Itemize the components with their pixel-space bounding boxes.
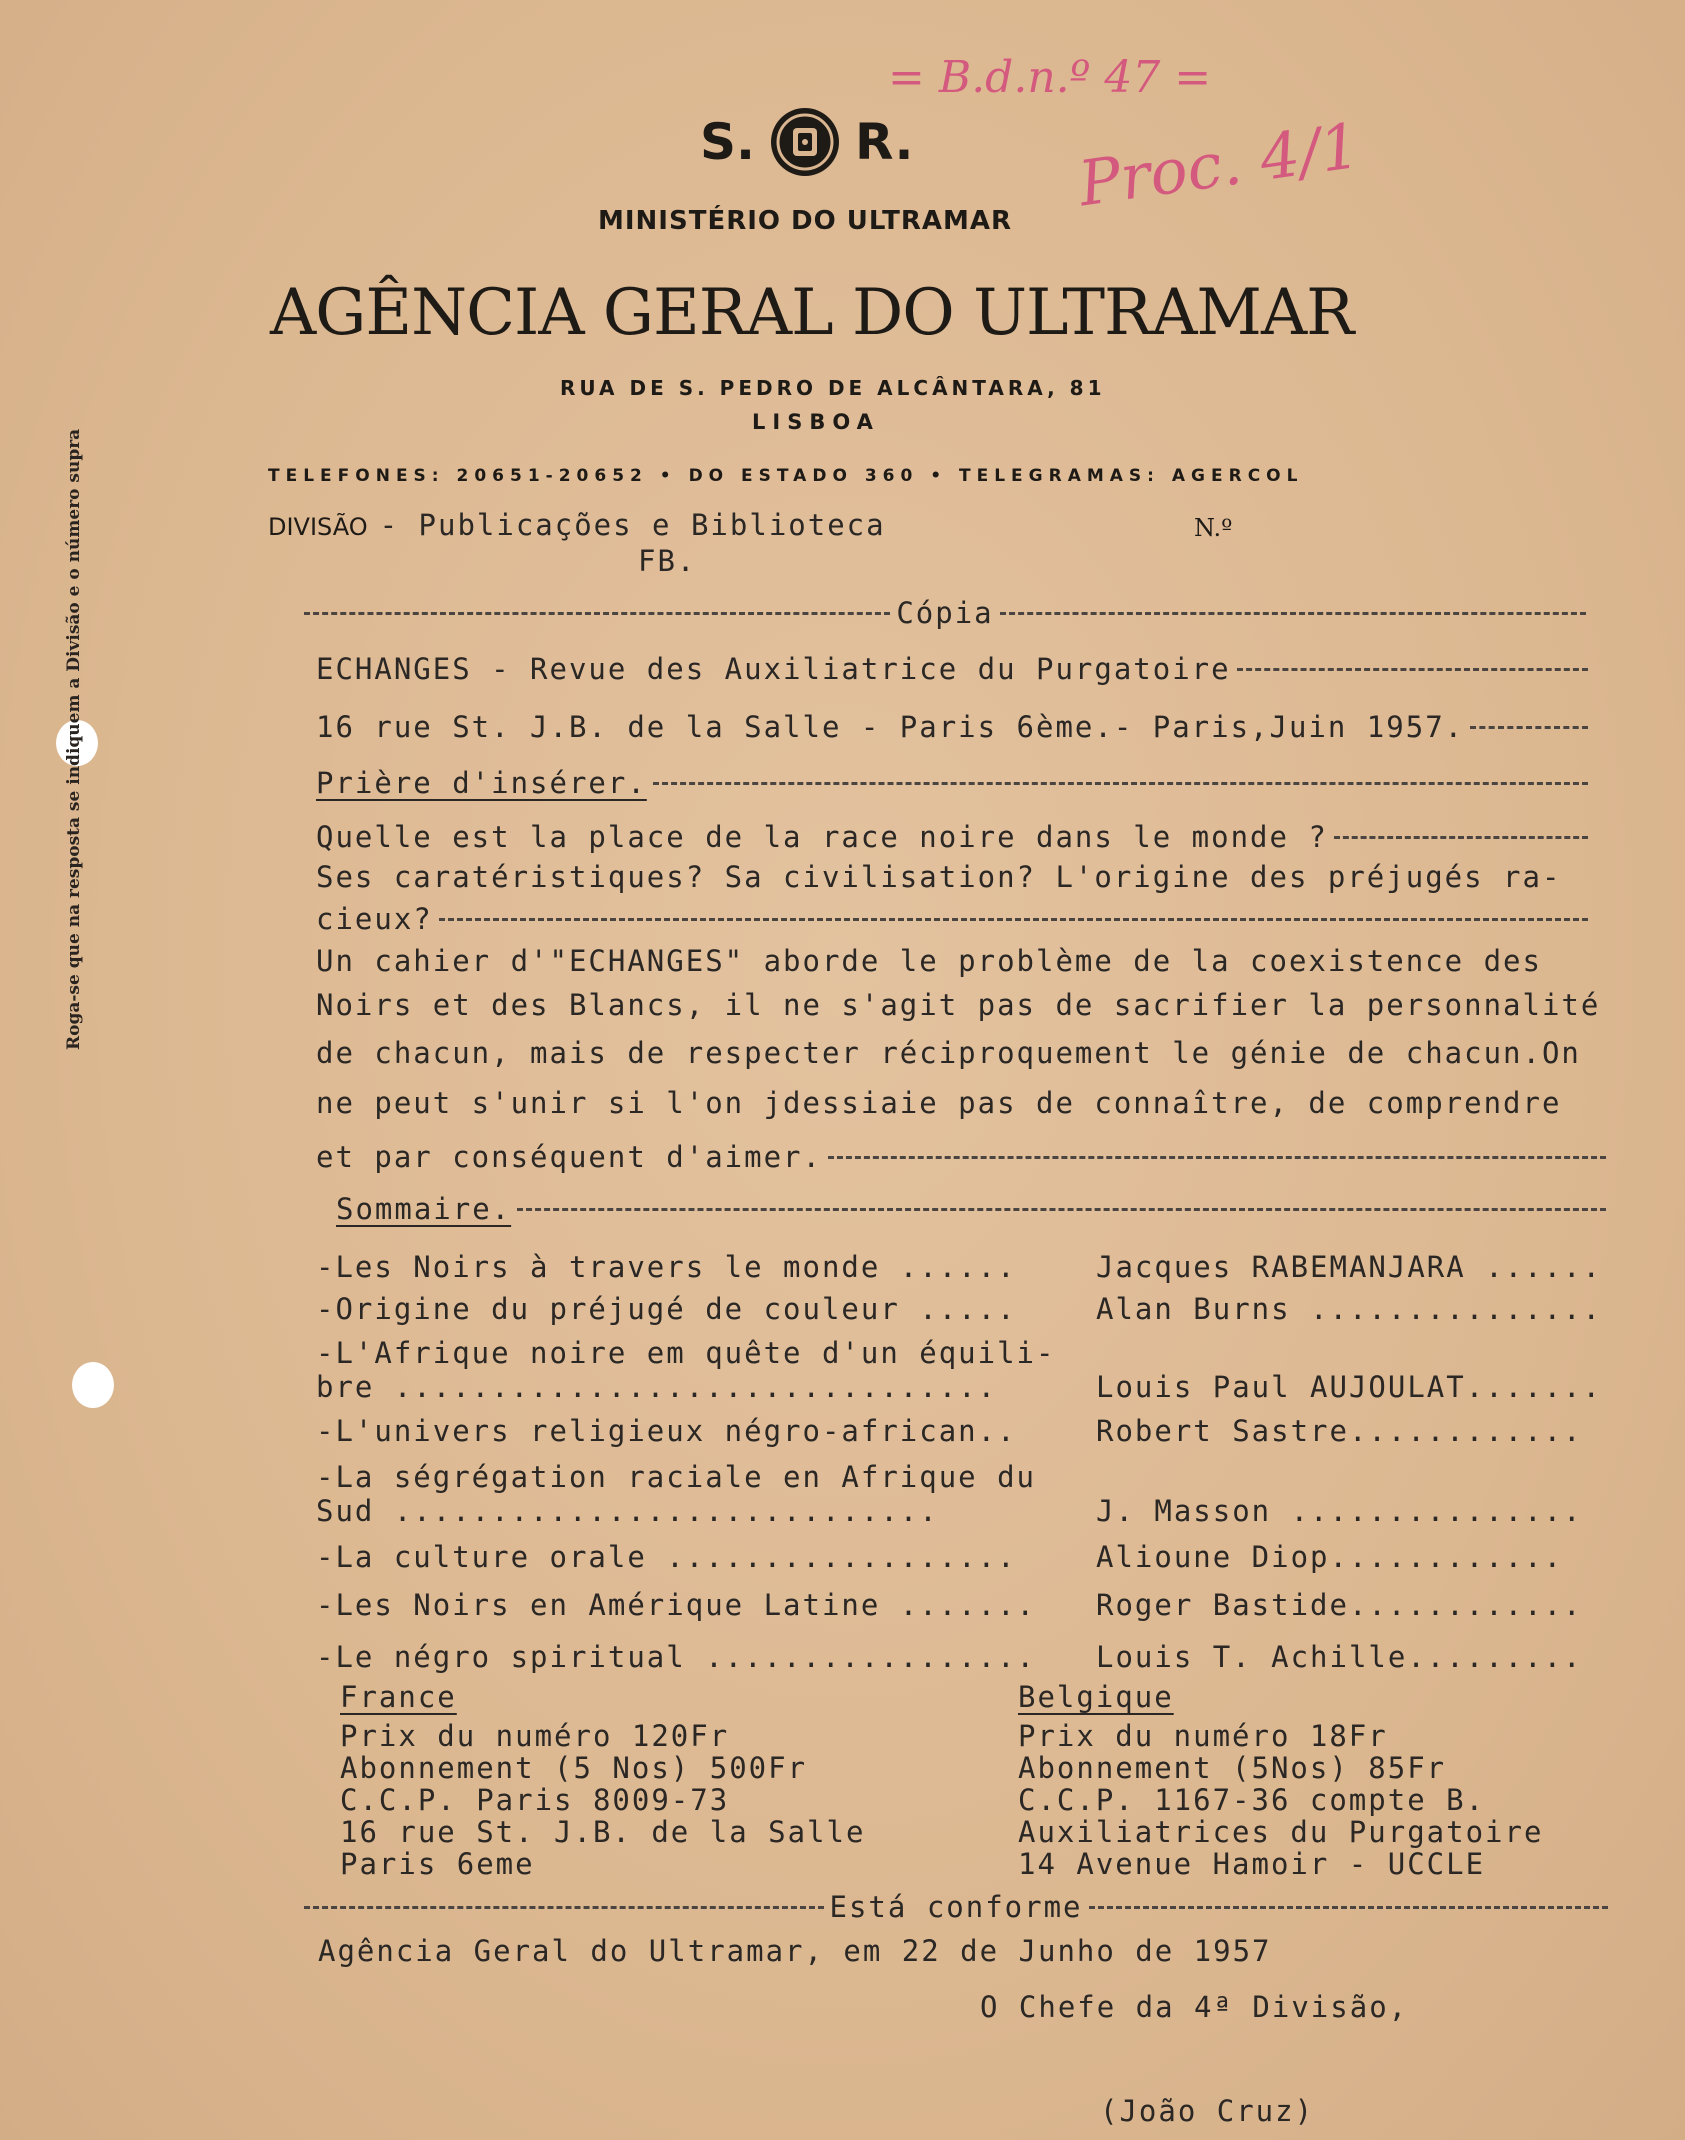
- coat-of-arms-icon: [767, 104, 843, 180]
- prices-france: [340, 1680, 865, 1880]
- division-label: DIVISÃO: [268, 513, 368, 541]
- belgique-line: Auxiliatrices du Purgatoire: [1018, 1815, 1544, 1849]
- logo-right: R.: [855, 113, 914, 171]
- france-line: Paris 6eme: [340, 1847, 535, 1881]
- belgique-heading: Belgique: [1018, 1680, 1174, 1714]
- priere-line: [316, 766, 1594, 800]
- margin-note-text: Roga-se que na resposta se indiquem a Divisão e o número supra: [64, 428, 84, 1050]
- signature: (João Cruz): [1100, 2094, 1315, 2128]
- dash-fill: [517, 1208, 1606, 1211]
- dash-fill: [304, 612, 890, 615]
- phones: TELEFONES: 20651-20652 • DO ESTADO 360 • TELEGRAMAS: AGERCOL: [268, 466, 1304, 486]
- toc-author: Alioune Diop............: [1096, 1540, 1564, 1574]
- ministry-name: MINISTÉRIO DO ULTRAMAR: [598, 206, 1013, 236]
- france-line: Prix du numéro 120Fr: [340, 1719, 730, 1753]
- dash-fill: [1334, 836, 1588, 839]
- toc-author: Louis T. Achille.........: [1096, 1640, 1583, 1674]
- toc-author: Louis Paul AUJOULAT.......: [1096, 1370, 1602, 1404]
- dash-fill: [1470, 726, 1588, 729]
- punch-hole-bottom: [72, 1362, 114, 1408]
- toc-title: -Le négro spiritual .................: [316, 1640, 1037, 1674]
- conforme-row: [298, 1890, 1614, 1924]
- toc-author: Robert Sastre............: [1096, 1414, 1583, 1448]
- division-row: [268, 508, 886, 542]
- prices-belgique: [1018, 1680, 1543, 1880]
- question-text-3: cieux?: [316, 902, 433, 936]
- paragraph-line-4: ne peut s'unir si l'on jdessiaie pas de connaître, de comprendre: [316, 1086, 1562, 1120]
- dash-fill: [828, 1156, 1606, 1159]
- priere-heading: Prière d'insérer.: [316, 766, 647, 800]
- conforme-label: Está conforme: [829, 1890, 1083, 1924]
- paragraph-line-3: de chacun, mais de respecter réciproquement le génie de chacun.On: [316, 1036, 1581, 1070]
- france-line: 16 rue St. J.B. de la Salle: [340, 1815, 866, 1849]
- toc-author: Jacques RABEMANJARA ......: [1096, 1250, 1602, 1284]
- dash-fill: [439, 918, 1588, 921]
- france-heading: France: [340, 1680, 457, 1714]
- dash-fill: [1000, 612, 1586, 615]
- dateline: Agência Geral do Ultramar, em 22 de Junho de 1957: [318, 1934, 1272, 1968]
- toc-title: -La ségrégation raciale en Afrique du: [316, 1460, 1037, 1494]
- toc-author: J. Masson ...............: [1096, 1494, 1583, 1528]
- header-line-2: [316, 710, 1594, 744]
- sommaire-line: [336, 1192, 1612, 1226]
- france-line: C.C.P. Paris 8009-73: [340, 1783, 730, 1817]
- header-line-1: [316, 652, 1594, 686]
- belgique-line: Prix du numéro 18Fr: [1018, 1719, 1388, 1753]
- header-text-1: ECHANGES - Revue des Auxiliatrice du Purgatoire: [316, 652, 1231, 686]
- belgique-line: 14 Avenue Hamoir - UCCLE: [1018, 1847, 1486, 1881]
- sommaire-heading: Sommaire.: [336, 1192, 512, 1226]
- logo: [700, 104, 913, 180]
- france-line: Abonnement (5 Nos) 500Fr: [340, 1751, 808, 1785]
- belgique-line: Abonnement (5Nos) 85Fr: [1018, 1751, 1447, 1785]
- paragraph-line-1: Un cahier d'"ECHANGES" aborde le problème de la coexistence des: [316, 944, 1542, 978]
- belgique-line: C.C.P. 1167-36 compte B.: [1018, 1783, 1486, 1817]
- city: LISBOA: [752, 410, 880, 434]
- chief-title: O Chefe da 4ª Divisão,: [980, 1990, 1409, 2024]
- toc-title: -La culture orale ..................: [316, 1540, 1017, 1574]
- question-line-3: [316, 902, 1594, 936]
- division-value: - Publicações e Biblioteca: [379, 508, 886, 542]
- toc-author: Alan Burns ...............: [1096, 1292, 1602, 1326]
- logo-left: S.: [700, 113, 756, 171]
- number-label: N.º: [1194, 514, 1233, 542]
- question-text-1: Quelle est la place de la race noire dans le monde ?: [316, 820, 1328, 854]
- address: RUA DE S. PEDRO DE ALCÂNTARA, 81: [560, 376, 1106, 400]
- paragraph-text-5: et par conséquent d'aimer.: [316, 1140, 822, 1174]
- toc-title: -Origine du préjugé de couleur .....: [316, 1292, 1017, 1326]
- handwritten-ref: = B.d.n.º 47 =: [888, 52, 1212, 103]
- dash-fill: [653, 782, 1588, 785]
- toc-title: -L'univers religieux négro-african..: [316, 1414, 1017, 1448]
- header-text-2: 16 rue St. J.B. de la Salle - Paris 6ème.- Paris,Juin 1957.: [316, 710, 1465, 744]
- toc-title: Sud ............................: [316, 1494, 939, 1528]
- dash-fill: [1237, 668, 1588, 671]
- handwritten-proc: Proc. 4/1: [1074, 108, 1365, 221]
- copia-label: Cópia: [896, 596, 994, 630]
- paragraph-line-5: [316, 1140, 1612, 1174]
- agency-name: AGÊNCIA GERAL DO ULTRAMAR: [270, 276, 1354, 350]
- paragraph-line-2: Noirs et des Blancs, il ne s'agit pas de sacrifier la personnalité: [316, 988, 1601, 1022]
- division-initials: FB.: [638, 544, 697, 578]
- toc-title: -L'Afrique noire em quête d'un équili-: [316, 1336, 1056, 1370]
- toc-author: Roger Bastide............: [1096, 1588, 1583, 1622]
- copia-row: [298, 596, 1592, 630]
- question-text-2: Ses caratéristiques? Sa civilisation? L'origine des préjugés ra-: [316, 860, 1562, 894]
- toc-title: -Les Noirs à travers le monde ......: [316, 1250, 1017, 1284]
- toc-title: bre ...............................: [316, 1370, 998, 1404]
- toc-title: -Les Noirs en Amérique Latine .......: [316, 1588, 1037, 1622]
- dash-fill: [1089, 1906, 1609, 1909]
- dash-fill: [304, 1906, 824, 1909]
- question-line-1: [316, 820, 1594, 854]
- margin-note: [64, 429, 84, 1050]
